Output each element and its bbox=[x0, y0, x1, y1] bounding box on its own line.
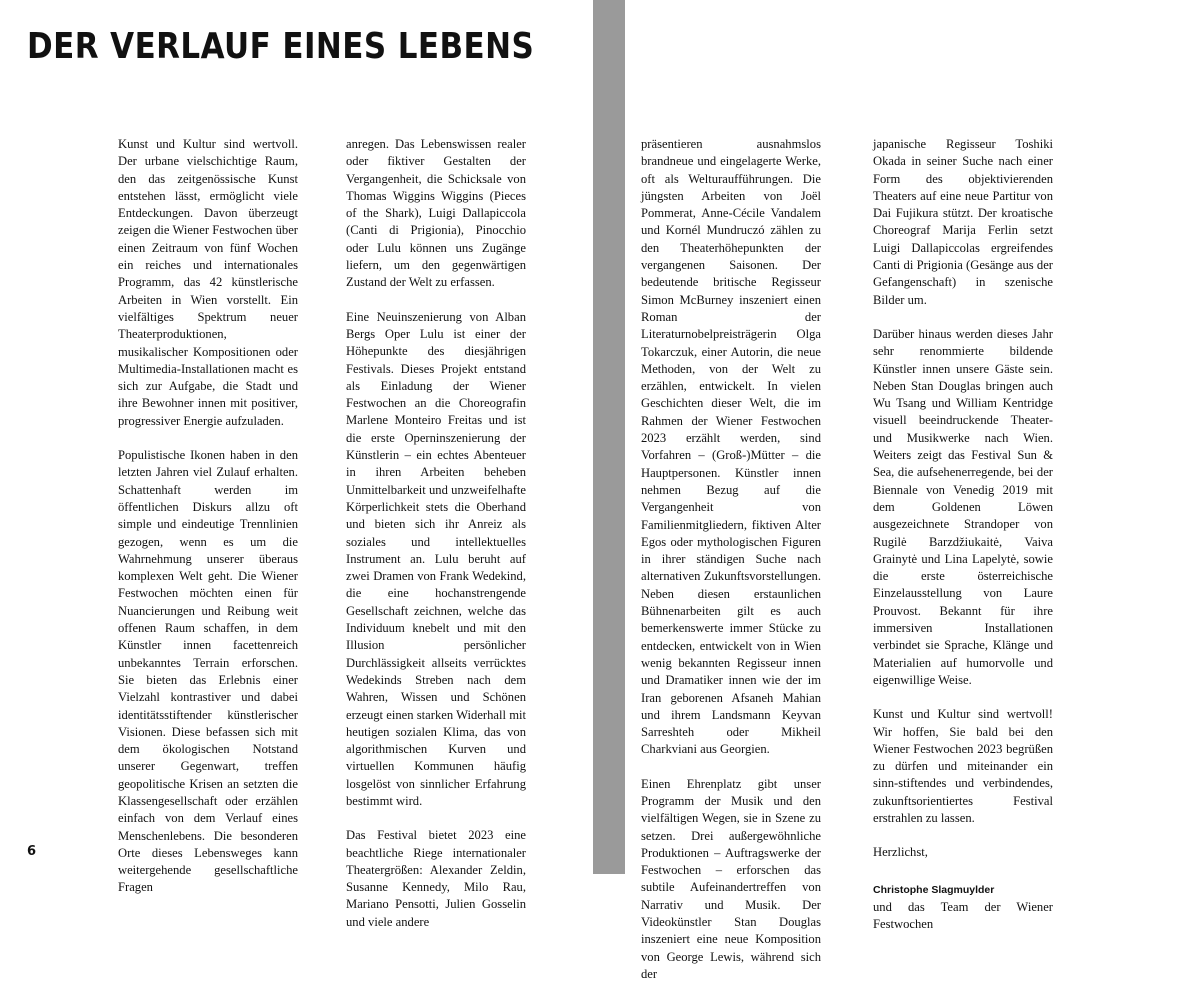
paragraph: anregen. Das Lebenswissen realer oder fiktiver Gestalten der Vergangenheit, die Schicksale von Thomas Wiggins Wiggins (Pieces of the Shark), Luigi Dallapiccola (Canti di Prigionia), Pinocchio oder Lulu können uns Zugänge liefern, um den gegenwärtigen Zustand der Welt zu erfassen. bbox=[346, 137, 526, 290]
paragraph: Kunst und Kultur sind wertvoll! Wir hoffen, Sie bald bei den Wiener Festwochen 2023 begrüßen zu dürfen und miteinander ein sinn-stiftendes und verbindendes, zukunftsorientiertes Festival erstrahlen zu lassen. bbox=[873, 707, 1053, 825]
signature-name: Christophe Slagmuylder bbox=[873, 883, 995, 896]
paragraph: Das Festival bietet 2023 eine beachtliche Riege internationaler Theatergrößen: Alexander Zeldin, Susanne Kennedy, Milo Rau, Mariano Pensotti, Julien Gosselin und viele andere bbox=[346, 828, 526, 929]
page-gutter bbox=[593, 0, 625, 874]
paragraph: Eine Neuinszenierung von Alban Bergs Oper Lulu ist einer der Höhepunkte des diesjährigen Festivals. Dieses Projekt entstand als Einladung der Wiener Festwochen an die Choreografin Marlene Monteiro Freitas und ist die erste Operninszenierung der Künstlerin – ein echtes Abenteuer in ihren Arbeiten beheben Unmittelbarkeit und unzweifelhafte Körperlichkeit stets die Oberhand und bieten sich ihr Anreiz als soziales und intellektuelles Instrument an. Lulu beruht auf zwei Dramen von Frank Wedekind, die eine hochanstrengende Gesellschaft zeichnen, welche das Individuum knebelt und mit den Illusion persönlicher Durchlässigkeit allseits verrücktes Wedekinds Streben nach dem Wahren, Wissen und Schönen erzeugt einen starken Widerhall mit heutigen sozialen Klima, das von algorithmischen Kurven und virtuellen Kommunen häufig losgelöst von sinnlicher Erfahrung bestimmt wird. bbox=[346, 309, 526, 808]
paragraph: japanische Regisseur Toshiki Okada in seiner Suche nach einer Form des objektivierenden Theaters auf eine neue Partitur von Dai Fujikura stützt. Der kroatische Choreograf Marija Ferlin setzt Luigi Dallapiccolas ergreifendes Canti di Prigionia (Gesänge aus der Gefangenschaft) in szenische Bilder um. bbox=[873, 137, 1053, 307]
page-number: 6 bbox=[27, 844, 37, 859]
paragraph: Populistische Ikonen haben in den letzten Jahren viel Zulauf erhalten. Schattenhaft werden im öffentlichen Diskurs allzu oft simple und eindeutige Trennlinien gezogen, wenn es um die Wahrnehmung unserer überaus komplexen Welt geht. Die Wiener Festwochen möchten einen für Nuancierungen und Reibung weit offenen Raum schaffen, in dem Künstler innen facettenreich unbekanntes Terrain erforschen. Sie bieten das Erlebnis einer Vielzahl kontrastiver und dabei identitätsstiftender künstlerischer Visionen. Diese befassen sich mit dem ökologischen Notstand unserer Gegenwart, treffen geopolitische Krisen an setzten die Klassengesellschaft oder erzählen einfach von dem Verlauf eines Menschenlebens. Die besonderen Orte dieses Lebensweges kann weitergehende gesellschaftliche Fragen bbox=[118, 448, 298, 895]
text-column-1 bbox=[118, 136, 298, 897]
text-column-2 bbox=[346, 136, 526, 931]
text-column-3 bbox=[641, 136, 821, 983]
text-column-4 bbox=[873, 136, 1053, 933]
signature-block bbox=[873, 882, 1053, 934]
greeting: Herzlichst, bbox=[873, 845, 928, 860]
paragraph: präsentieren ausnahmslos brandneue und eingelagerte Werke, oft als Welturaufführungen. Die jüngsten Arbeiten von Joël Pommerat, Anne-Cécile Vandalem und Kornél Mundruczó zählen zu den Theaterhöhepunkten der vergangenen Saisonen. Der bedeutende britische Regisseur Simon McBurney inszeniert einen Roman der Literaturnobelpreisträgerin Olga Tokarczuk, einer Autorin, die neue Methoden, von der Welt zu erzählen, entwickelt. In vielen Geschichten dieser Welt, die im Rahmen der Wiener Festwochen 2023 erzählt werden, sind Vorfahren – (Groß-)Mütter – die Hauptpersonen. Künstler innen nehmen Bezug auf die Vergangenheit von Familienmitgliedern, fiktiven Alter Egos oder mythologischen Figuren in ihrer ständigen Suche nach alternativen Zukunftsvorstellungen. Neben diesen erstaunlichen Bühnenarbeiten gilt es auch bemerkenswerte immer Stücke zu entdecken, entwickelt von in Wien wenig bekannten Regisseur innen und Dramatiker innen wie der im Iran geborenen Afsaneh Mahian und ihrem Landsmann Keyvan Sarreshteh oder Mikheil Charkviani aus Georgien. bbox=[641, 137, 821, 757]
signature-team: und das Team der Wiener Festwochen bbox=[873, 899, 1053, 932]
left-page bbox=[0, 0, 593, 929]
right-page bbox=[625, 0, 1200, 981]
paragraph: Kunst und Kultur sind wertvoll. Der urbane vielschichtige Raum, den das zeitgenössische Kunst entstehen lässt, ermöglicht viele Entdeckungen. Davon überzeugt zeigen die Wiener Festwochen über einen Zeitraum von fünf Wochen ein reiches und internationales Programm, das 42 künstlerische Arbeiten in Wien vorstellt. Ein vielfältiges Spektrum neuer Theaterproduktionen, musikalischer Kompositionen oder Multimedia-Installationen macht es sich zur Aufgabe, die Stadt und ihre Bewohner innen mit positiver, progressiver Energie aufzuladen. bbox=[118, 137, 298, 428]
headline: DER VERLAUF EINES LEBENS bbox=[27, 26, 535, 67]
paragraph: Einen Ehrenplatz gibt unser Programm der Musik und den vielfältigen Wegen, sie in Szene zu setzen. Drei außergewöhnliche Produktionen – Auftragswerke der Festwochen – erforschen das subtile Aufeinandertreffen von Narrativ und Musik. Der Videokünstler Stan Douglas inszeniert eine neue Komposition von George Lewis, während sich der bbox=[641, 776, 821, 981]
paragraph: Darüber hinaus werden dieses Jahr sehr renommierte bildende Künstler innen unsere Gäste sein. Neben Stan Douglas bringen auch Wu Tsang und William Kentridge visuell beeindruckende Theater- und Musikwerke nach Wien. Weiters zeigt das Festival Sun & Sea, die aufsehenerregende, bei der Biennale von Venedig 2019 mit dem Goldenen Löwen ausgezeichnete Strandoper von Rugilė Barzdžiukaitė, Vaiva Grainytė und Lina Lapelytė, sowie die erste österreichische Einzelausstellung von Laure Prouvost. Bekannt für ihre immersiven Installationen verbindet sie Sprache, Klänge und Materialien auf humorvolle und eigenwillige Weise. bbox=[873, 326, 1053, 687]
